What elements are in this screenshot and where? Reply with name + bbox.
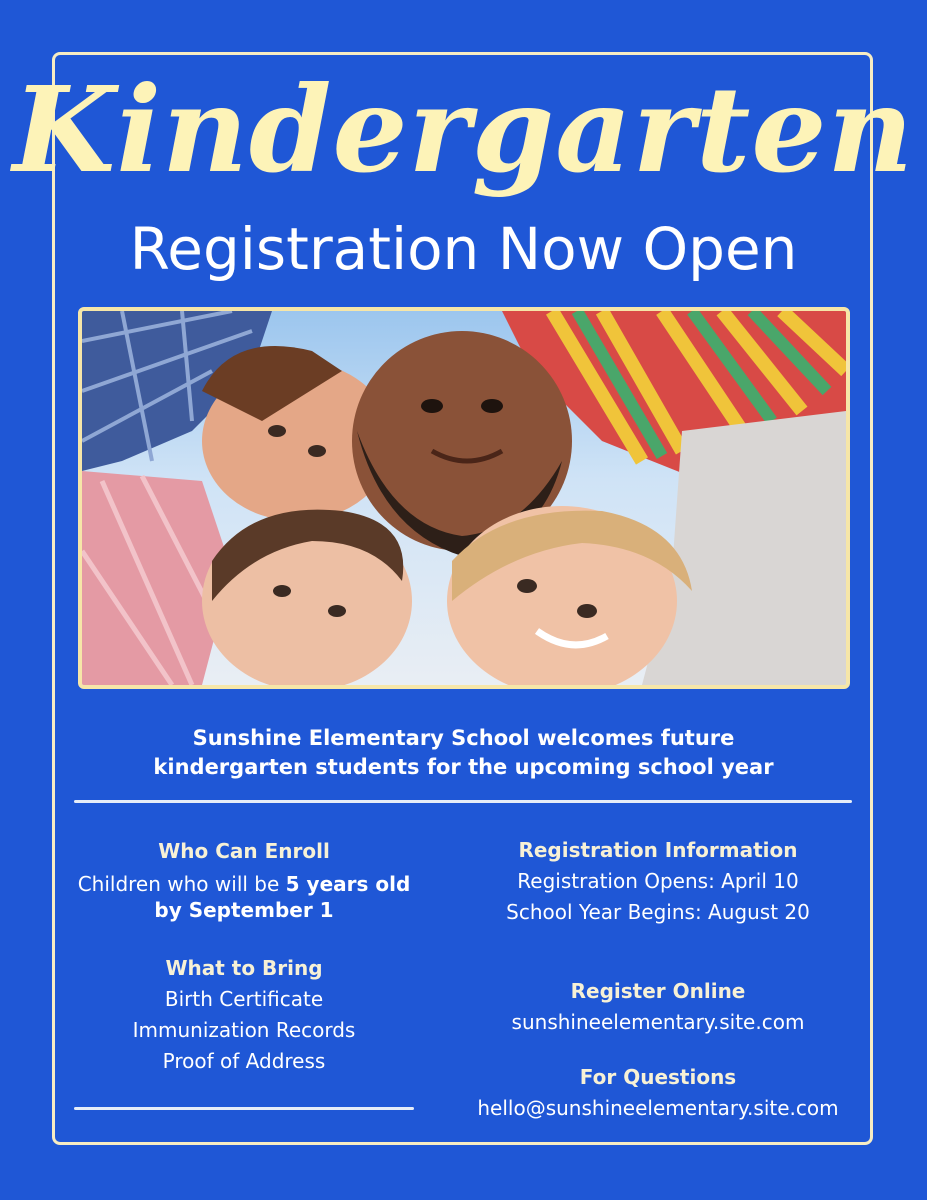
intro-text — [80, 724, 847, 782]
registration-opens: Registration Opens: April 10 — [517, 869, 799, 893]
section-what-to-bring — [74, 953, 414, 1077]
register-online-heading: Register Online — [570, 979, 746, 1003]
section-register-online — [460, 976, 856, 1038]
intro-line-2: kindergarten students for the upcoming school year — [153, 755, 774, 779]
enroll-date: by September 1 — [154, 898, 334, 922]
bring-item: Proof of Address — [162, 1049, 326, 1073]
who-can-enroll-heading: Who Can Enroll — [158, 839, 330, 863]
children-huddle-illustration — [82, 311, 846, 685]
intro-line-1: Sunshine Elementary School welcomes future — [192, 726, 735, 750]
children-photo — [78, 307, 850, 689]
questions-email-link[interactable]: hello@sunshineelementary.site.com — [477, 1096, 839, 1120]
bring-item: Immunization Records — [132, 1018, 356, 1042]
questions-heading: For Questions — [579, 1065, 737, 1089]
what-to-bring-heading: What to Bring — [165, 956, 323, 980]
divider-bottom — [74, 1107, 414, 1110]
registration-info-heading: Registration Information — [518, 838, 798, 862]
title-kindergarten: Kindergarten — [12, 60, 915, 199]
who-can-enroll-text — [74, 871, 414, 897]
divider-top — [74, 800, 852, 803]
enroll-age: 5 years old — [285, 872, 411, 896]
register-url-link[interactable]: sunshineelementary.site.com — [511, 1010, 805, 1034]
title-registration-open: Registration Now Open — [129, 215, 798, 283]
bring-item: Birth Certificate — [164, 987, 324, 1011]
school-year-begins: School Year Begins: August 20 — [506, 900, 810, 924]
section-registration-info — [460, 835, 856, 928]
section-questions — [460, 1062, 856, 1124]
section-who-can-enroll — [74, 836, 414, 923]
enroll-text-pre: Children who will be — [77, 872, 286, 896]
